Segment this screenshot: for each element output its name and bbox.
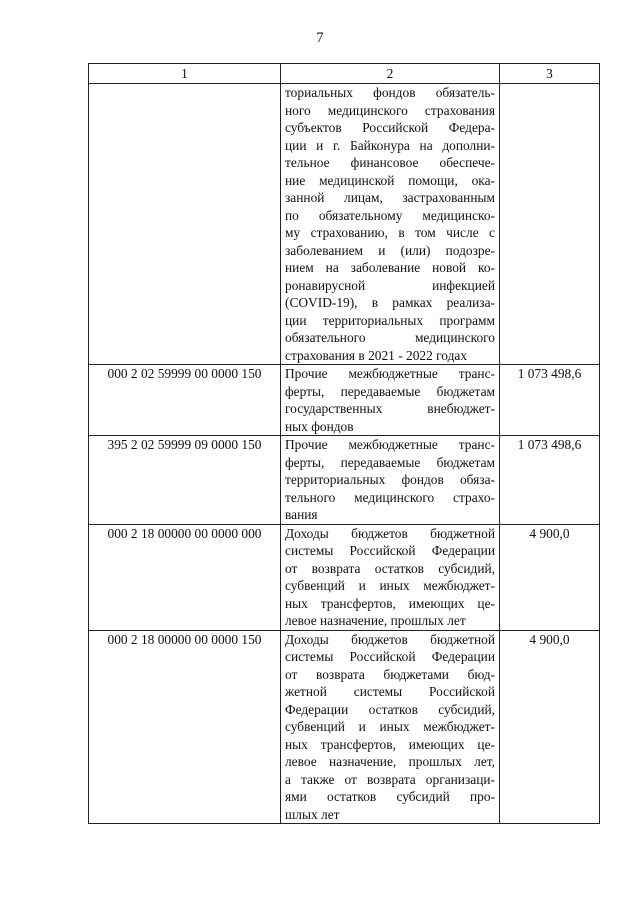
description-line: территориальных фондов обяза- bbox=[285, 472, 495, 487]
table-row bbox=[89, 630, 600, 824]
description-line: ронавирусной инфекцией bbox=[285, 277, 495, 293]
column-header-3: 3 bbox=[500, 64, 600, 84]
description-line: му страхованию, в том числе с bbox=[285, 225, 495, 240]
description-line: системы Российской Федерации bbox=[285, 543, 495, 558]
description-line: нием на заболевание новой ко- bbox=[285, 260, 495, 275]
row-amount-cell: 4 900,0 bbox=[500, 524, 600, 630]
description-line: ферты, передаваемые бюджетам bbox=[285, 454, 495, 470]
description-line: Доходы бюджетов бюджетной bbox=[285, 631, 495, 647]
description-line: системы Российской Федерации bbox=[285, 649, 495, 664]
description-line: ных фондов bbox=[285, 418, 354, 434]
table-row bbox=[89, 365, 600, 436]
description-line: по обязательному медицинско- bbox=[285, 207, 495, 223]
description-line: ции территориальных программ bbox=[285, 312, 495, 328]
description-line: ние медицинской помощи, ока- bbox=[285, 172, 495, 188]
table-row bbox=[89, 524, 600, 630]
row-code-cell: 000 2 18 00000 00 0000 150 bbox=[89, 630, 281, 824]
description-line: субвенций и иных межбюджет- bbox=[285, 578, 495, 593]
description-line: страхования в 2021 - 2022 годах bbox=[285, 347, 468, 363]
row-description-cell bbox=[281, 630, 500, 824]
row-amount-cell bbox=[500, 84, 600, 365]
row-amount-cell: 1 073 498,6 bbox=[500, 436, 600, 525]
row-description-cell bbox=[281, 524, 500, 630]
row-amount-cell: 4 900,0 bbox=[500, 630, 600, 824]
description-line: ции и г. Байконура на дополни- bbox=[285, 137, 495, 153]
description-line: ного медицинского страхования bbox=[285, 102, 495, 118]
row-amount-cell: 1 073 498,6 bbox=[500, 365, 600, 436]
table-body bbox=[89, 64, 600, 824]
column-header-1: 1 bbox=[89, 64, 281, 84]
description-line: ных трансфертов, имеющих це- bbox=[285, 736, 495, 752]
description-line: левое назначение, прошлых лет bbox=[285, 613, 466, 628]
table-header-row bbox=[89, 64, 600, 84]
description-line: шлых лет bbox=[285, 806, 340, 822]
description-line: (COVID-19), в рамках реализа- bbox=[285, 295, 495, 310]
description-line: ями остатков субсидий про- bbox=[285, 789, 495, 804]
description-line: заболеванием и (или) подозре- bbox=[285, 242, 495, 258]
row-description-cell bbox=[281, 365, 500, 436]
description-line: государственных внебюджет- bbox=[285, 401, 495, 416]
description-line: Федерации остатков субсидий, bbox=[285, 701, 495, 717]
description-line: от возврата остатков субсидий, bbox=[285, 560, 495, 576]
row-description-cell bbox=[281, 84, 500, 365]
description-line: ных трансфертов, имеющих це- bbox=[285, 595, 495, 611]
description-line: ферты, передаваемые бюджетам bbox=[285, 383, 495, 399]
description-line: левое назначение, прошлых лет, bbox=[285, 754, 495, 769]
row-code-cell bbox=[89, 84, 281, 365]
description-line: Доходы бюджетов бюджетной bbox=[285, 525, 495, 541]
column-header-2: 2 bbox=[281, 64, 500, 84]
row-description-cell bbox=[281, 436, 500, 525]
row-code-cell: 395 2 02 59999 09 0000 150 bbox=[89, 436, 281, 525]
table-row bbox=[89, 436, 600, 525]
description-line: от возврата бюджетами бюд- bbox=[285, 666, 495, 682]
description-line: Прочие межбюджетные транс- bbox=[285, 366, 495, 381]
budget-table bbox=[88, 63, 600, 824]
row-code-cell: 000 2 18 00000 00 0000 000 bbox=[89, 524, 281, 630]
description-line: занной лицам, застрахованным bbox=[285, 190, 495, 205]
description-line: обязательного медицинского bbox=[285, 330, 495, 345]
description-line: вания bbox=[285, 507, 318, 522]
table-row bbox=[89, 84, 600, 365]
description-line: жетной системы Российской bbox=[285, 684, 495, 699]
description-line: субъектов Российской Федера- bbox=[285, 120, 495, 135]
page-number: 7 bbox=[316, 30, 324, 46]
description-line: Прочие межбюджетные транс- bbox=[285, 437, 495, 452]
description-line: ториальных фондов обязатель- bbox=[285, 85, 495, 100]
description-line: а также от возврата организаци- bbox=[285, 771, 495, 787]
description-line: тельного медицинского страхо- bbox=[285, 489, 495, 505]
row-code-cell: 000 2 02 59999 00 0000 150 bbox=[89, 365, 281, 436]
description-line: субвенций и иных межбюджет- bbox=[285, 719, 495, 734]
description-line: тельное финансовое обеспече- bbox=[285, 155, 495, 170]
